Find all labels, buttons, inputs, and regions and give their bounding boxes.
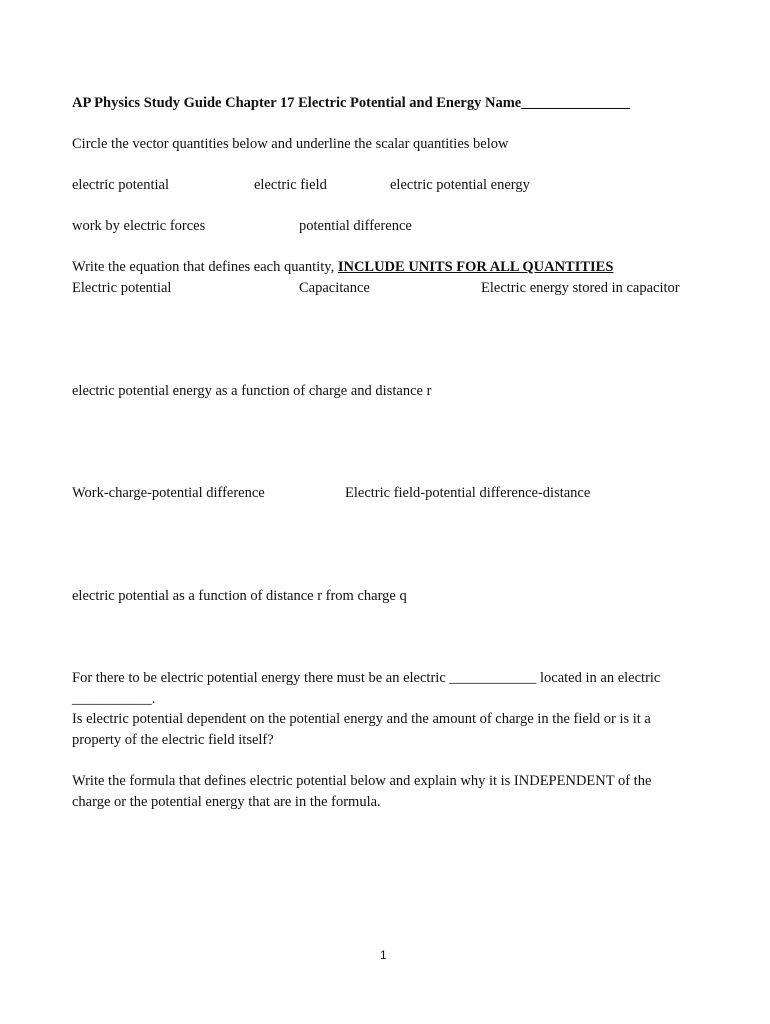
quantity-electric-potential: electric potential xyxy=(72,177,170,193)
label-field-distance: Electric field-potential difference-distance xyxy=(345,485,591,501)
quantity-electric-potential-energy: electric potential energy xyxy=(390,177,530,193)
question-fill-in-line2: ___________. xyxy=(72,691,156,707)
label-pe-function: electric potential energy as a function of charge and distance r xyxy=(72,383,432,399)
label-work-charge: Work-charge-potential difference xyxy=(72,485,265,501)
label-electric-energy-capacitor: Electric energy stored in capacitor xyxy=(481,280,680,296)
label-capacitance: Capacitance xyxy=(299,280,370,296)
label-potential-function: electric potential as a function of distance r from charge q xyxy=(72,588,407,604)
equation-prompt-text: Write the equation that defines each quantity, xyxy=(72,259,338,275)
question-dependence-line1: Is electric potential dependent on the potential energy and the amount of charge in the field or is it a xyxy=(72,711,651,727)
quantity-potential-difference: potential difference xyxy=(299,218,412,234)
label-electric-potential: Electric potential xyxy=(72,280,172,296)
page-title: AP Physics Study Guide Chapter 17 Electric Potential and Energy Name_______________ xyxy=(72,95,630,111)
quantity-electric-field: electric field xyxy=(254,177,327,193)
question-fill-in-line1: For there to be electric potential energy there must be an electric ____________ located in an electric xyxy=(72,670,661,686)
units-emphasis: INCLUDE UNITS FOR ALL QUANTITIES xyxy=(337,259,614,275)
quantity-work-by-electric-forces: work by electric forces xyxy=(72,218,206,234)
circle-underline-instruction: Circle the vector quantities below and underline the scalar quantities below xyxy=(72,136,509,152)
question-dependence-line2: property of the electric field itself? xyxy=(72,732,274,748)
page-number: 1 xyxy=(380,948,387,962)
equation-prompt xyxy=(72,258,613,276)
question-formula-line1: Write the formula that defines electric potential below and explain why it is INDEPENDENT of the xyxy=(72,773,652,789)
question-formula-line2: charge or the potential energy that are in the formula. xyxy=(72,794,381,810)
